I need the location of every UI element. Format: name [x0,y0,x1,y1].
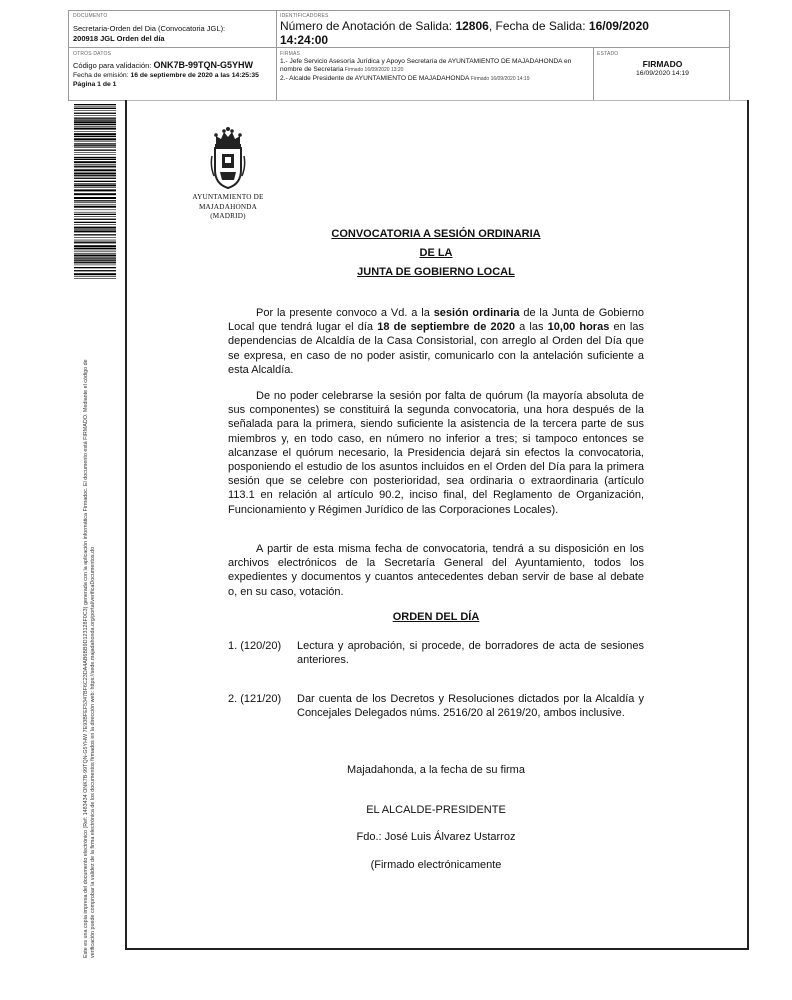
estado-date: 16/09/2020 14:19 [636,70,689,77]
otros-datos-caption: OTROS DATOS [73,51,112,57]
barcode-bar [74,224,116,225]
barcode-bar [74,168,116,169]
barcode-bar [74,206,116,208]
documento-caption: DOCUMENTO [73,13,108,19]
barcode-bar [74,104,116,105]
barcode-bar [74,164,116,165]
barcode-bar [74,128,116,130]
agenda-item-text: Dar cuenta de los Decretos y Resoluciones dictados por la Alcaldía y Concejales Delegados núms. 2516/20 al 2619/20, ambos inclusive. [297,693,644,720]
firma-2: 2.- Alcalde Presidente de AYUNTAMIENTO DE MAJADAHONDA Firmado 16/09/2020 14:19 [280,75,530,82]
barcode-bar [74,133,116,135]
emision-line: Fecha de emisión: 16 de septiembre de 2020 a las 14:25:35 [73,72,259,79]
barcode-bar [74,200,116,201]
barcode-bar [74,115,116,116]
barcode-bar [74,193,116,195]
anotacion-number: 12806 [455,19,489,33]
closing-signer: Fdo.: José Luis Álvarez Ustarroz [356,831,516,843]
barcode-bar [74,178,116,179]
barcode-bar [74,253,116,254]
barcode-bar [74,161,116,163]
title-convocatoria: CONVOCATORIA A SESIÓN ORDINARIA [331,228,541,240]
barcode-bar [74,154,116,155]
crest-caption: AYUNTAMIENTO DE MAJADAHONDA (MADRID) [192,193,264,220]
barcode-bar [74,219,116,220]
barcode-bar [74,143,116,144]
agenda-item-2 [228,692,644,738]
barcode-bar [74,150,116,151]
agenda-item-number: 1. (120/20) [228,640,282,652]
barcode-bar [74,252,116,253]
barcode-bar [74,138,116,140]
barcode-bar [74,237,116,238]
barcode-bar [74,119,116,120]
barcode-bar [74,107,116,108]
closing-role: EL ALCALDE-PRESIDENTE [366,804,506,816]
barcode-bar [74,240,116,241]
barcode-bar [74,227,116,229]
barcode-bar [74,121,116,123]
barcode-bar [74,212,116,213]
barcode-bar [74,248,116,249]
barcode-bar [74,210,116,211]
barcode-bar [74,145,116,146]
barcode [74,104,116,280]
coat-of-arms-icon [210,126,246,190]
barcode-bar [74,147,116,148]
barcode-bar [74,173,116,175]
closing-place: Majadahonda, a la fecha de su firma [347,764,525,776]
barcode-bar [74,187,116,188]
barcode-bar [74,183,116,184]
barcode-bar [74,230,116,232]
agenda-item-text: Lectura y aprobación, si procede, de borradores de acta de sesiones anteriores. [297,640,644,667]
barcode-bar [74,202,116,203]
barcode-bar [74,257,116,258]
header-otros-datos-box [68,47,277,101]
barcode-bar [74,222,116,223]
barcode-bar [74,229,116,230]
side-verification-text-2: verificación puede comprobar la validez de la firma electrónica de los documentos firmados en la dirección web: https://sede.majadahonda.org/portal/verificaDocumentos.do [90,546,96,958]
barcode-bar [74,245,116,247]
orden-del-dia-title: ORDEN DEL DÍA [392,611,480,623]
anotacion-date: 16/09/2020 [588,19,649,33]
header-firmas-box [276,47,594,101]
barcode-bar [74,181,116,182]
estado-value: FIRMADO [642,59,683,69]
side-verification-text-1: Este es una copia impresa del documento electrónico (Ref: 1483434 ONK7B-99TQN-G5YHW 7E93BFEF5347BF6C23DA4AB6BB9D123128F0C3) generada con la aplicación informática Firmadoc. El documento está FIRMADO. Mediante el código de [83,359,89,958]
barcode-bar [74,270,116,271]
firma-1: 1.- Jefe Servicio Asesoría Jurídica y Apoyo Secretaría de AYUNTAMIENTO DE MAJADAHONDA en nombre de Secretaria Firmado 16/09/2020 13:20 [280,58,572,73]
barcode-bar [74,267,116,268]
paragraph-3: A partir de esta misma fecha de convocatoria, tendrá a su disposición en los archivos electrónicos de la Secretaría General del Ayuntamiento, todos los expedientes y documentos y cuantos antecedentes deban servir de base al debate o, en su caso, votación. [228,543,644,598]
barcode-bar [74,124,116,125]
barcode-bar [74,214,116,215]
barcode-bar [74,255,116,257]
documento-line2: 200918 JGL Orden del día [73,34,165,43]
title-de-la: DE LA [419,247,453,259]
anotacion-line: Número de Anotación de Salida: 12806, Fecha de Salida: 16/09/2020 14:24:00 [280,19,649,47]
barcode-bar [74,175,116,176]
barcode-bar [74,166,116,167]
paragraph-2: De no poder celebrarse la sesión por falta de quórum (la mayoría absoluta de sus componentes) se constituirá la segunda convocatoria, una hora después de la señalada para la primera, siendo suficiente la asistencia de la tercera parte de sus miembros y, en todo caso, en número no inferior a tres; si tampoco entonces se alcanzase el quórum necesario, la Presidencia dejará sin efectos la convocatoria, posponiendo el estudio de los asuntos incluidos en el Orden del Día para la primera sesión que se celebre con posterioridad, sea ordinaria o extraordinaria (artículo 113.1 en relación al artículo 90.2, inciso final, del Reglamento de Organización, Funcionamiento y Régimen Jurídico de las Corporaciones Locales). [228,390,644,516]
barcode-bar [74,157,116,158]
barcode-bar [74,241,116,242]
closing-note: (Firmado electrónicamente [370,859,502,871]
barcode-bar [74,260,116,261]
barcode-bar [74,110,116,111]
barcode-bar [74,204,116,205]
anotacion-time: 14:24:00 [280,33,329,47]
paragraph-1: Por la presente convoco a Vd. a la sesión ordinaria de la Junta de Gobierno Local que tendrá lugar el día 18 de septiembre de 2020 a las 10,00 horas en las dependencias de Alcaldía de la Casa Consistorial, con arreglo al Orden del Día que se expresa, en caso de no poder asistir, comunicarlo con la antelación suficiente a esta Alcaldía. [228,307,644,376]
barcode-bar [74,126,116,127]
barcode-bar [74,242,116,243]
barcode-bar [74,265,116,266]
barcode-bar [74,258,116,259]
barcode-bar [74,197,116,199]
barcode-bar [74,234,116,235]
header-identificadores-box [276,10,730,48]
header-documento-box [68,10,277,48]
pagina-line: Página 1 de 1 [73,81,117,88]
barcode-bar [74,159,116,160]
agenda-item-1 [228,639,644,671]
barcode-bar [74,136,116,137]
barcode-bar [74,216,116,217]
barcode-bar [74,189,116,191]
validation-code-line: Código para validación: ONK7B-99TQN-G5YHW [73,60,253,70]
title-junta: JUNTA DE GOBIERNO LOCAL [357,266,515,278]
barcode-bar [74,278,116,279]
firmas-caption: FIRMAS [280,51,301,57]
barcode-bar [74,131,116,132]
documento-line1: Secretaria-Orden del Dia (Convocatoria JGL): [73,24,226,33]
barcode-bar [74,118,116,119]
barcode-bar [74,273,116,275]
barcode-bar [74,113,116,114]
barcode-bar [74,169,116,171]
barcode-bar [74,108,116,109]
estado-caption: ESTADO [597,51,619,57]
barcode-bar [74,152,116,153]
identificadores-caption: IDENTIFICADORES [280,13,329,19]
header-estado-box [593,47,730,101]
barcode-bar [74,276,116,277]
barcode-bar [74,184,116,186]
validation-code: ONK7B-99TQN-G5YHW [153,60,253,70]
agenda-item-number: 2. (121/20) [228,693,282,705]
barcode-bar [74,262,116,263]
barcode-bar [74,141,116,142]
barcode-bar [74,250,116,251]
